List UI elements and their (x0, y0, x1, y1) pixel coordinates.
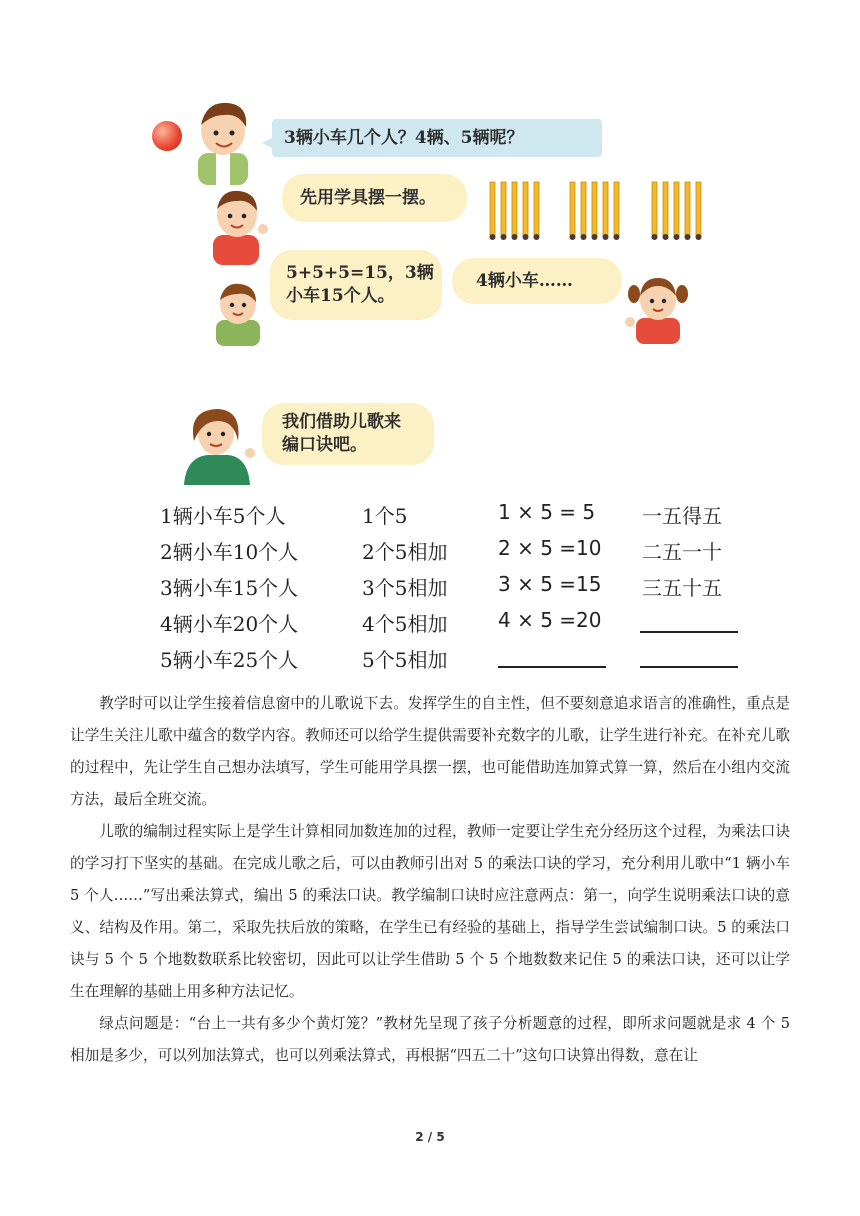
row-addition: 5个5相加 (362, 648, 448, 672)
rhyme-blank (640, 666, 738, 668)
row-addition: 4个5相加 (362, 612, 448, 636)
girl-illustration (622, 272, 694, 344)
row-addition: 3个5相加 (362, 576, 448, 600)
row-rhyme: 二五一十 (642, 540, 722, 564)
speech-bubble-arrange: 先用学具摆一摆。 (282, 174, 467, 222)
speech-bubble-addition: 5+5+5=15，3辆 小车15个人。 (270, 250, 442, 320)
speech-bubble-four-cars: 4辆小车…… (452, 258, 622, 304)
row-addition: 2个5相加 (362, 540, 448, 564)
row-sentence: 5辆小车25个人 (160, 648, 299, 672)
counting-sticks-group-2 (568, 180, 628, 242)
counting-sticks-group-1 (488, 180, 548, 242)
row-sentence: 4辆小车20个人 (160, 612, 299, 636)
paragraph: 绿点问题是：“台上一共有多少个黄灯笼？”教材先呈现了孩子分析题意的过程，即所求问题就是求 4 个 5 相加是多少，可以列加法算式，也可以列乘法算式，再根据“四五二十”这句口诀算出得数，意在让 (70, 1015, 790, 1064)
red-dot-icon (152, 121, 182, 151)
speech-bubble-question: 3辆小车几个人？4辆、5辆呢？ (272, 119, 602, 157)
page-number: 2 / 5 (415, 1130, 445, 1144)
row-rhyme: 一五得五 (642, 504, 722, 528)
row-formula: 3 × 5 =15 (498, 572, 602, 596)
boy-illustration (188, 95, 268, 185)
boy-green-vest-illustration (210, 280, 270, 346)
row-sentence: 2辆小车10个人 (160, 540, 299, 564)
body-text (70, 688, 790, 1072)
paragraph: 教学时可以让学生接着信息窗中的儿歌说下去。发挥学生的自主性，但不要刻意追求语言的准确性，重点是让学生关注儿歌中蕴含的数学内容。教师还可以给学生提供需要补充数字的儿歌，让学生进行补充。在补充儿歌的过程中，先让学生自己想办法填写，学生可能用学具摆一摆，也可能借助连加算式算一算，然后在小组内交流方法，最后全班交流。 (70, 695, 790, 808)
speech-bubble-teacher: 我们借助儿歌来 编口诀吧。 (262, 403, 434, 465)
boy-red-shirt-illustration (205, 185, 275, 265)
rhyme-blank (640, 631, 738, 633)
row-formula: 2 × 5 =10 (498, 536, 602, 560)
formula-blank (498, 666, 606, 668)
counting-sticks-group-3 (650, 180, 710, 242)
row-sentence: 1辆小车5个人 (160, 504, 286, 528)
paragraph: 儿歌的编制过程实际上是学生计算相同加数连加的过程，教师一定要让学生充分经历这个过程，为乘法口诀的学习打下坚实的基础。在完成儿歌之后，可以由教师引出对 5 的乘法口诀的学习，充分利用儿歌中“1 辆小车 5 个人……”写出乘法算式，编出 5 的乘法口诀。教学编制口诀时应注意两点：第一，向学生说明乘法口诀的意义、结构及作用。第二，采取先扶后放的策略，在学生已有经验的基础上，指导学生尝试编制口诀。5 的乘法口诀与 5 个 5 个地数数联系比较密切，因此可以让学生借助 5 个 5 个地数数来记住 5 的乘法口诀，还可以让学生在理解的基础上用多种方法记忆。 (70, 823, 790, 1000)
row-sentence: 3辆小车15个人 (160, 576, 299, 600)
row-rhyme: 三五十五 (642, 576, 722, 600)
row-formula: 1 × 5 = 5 (498, 500, 596, 524)
teacher-illustration (178, 405, 258, 485)
bubble-tail (262, 137, 274, 149)
row-addition: 1个5 (362, 504, 408, 528)
row-formula: 4 × 5 =20 (498, 608, 602, 632)
